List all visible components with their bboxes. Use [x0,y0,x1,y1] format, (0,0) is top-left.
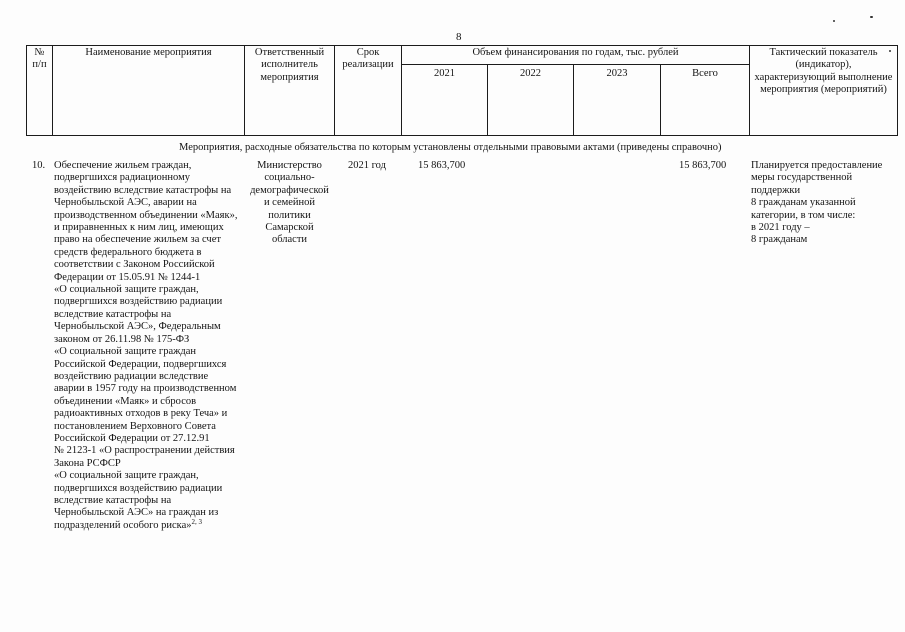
page-number: 8 [456,31,462,43]
header-year-2022: 2022 [520,68,541,79]
row-term: 2021 год [348,160,386,171]
header-term: Срок реализации [342,47,394,71]
row-num: 10. [32,160,46,171]
header-indicator: Тактический показатель (индикатор), характеризующий выполнение мероприятия (мероприятий) [754,47,893,96]
row-name [54,160,244,532]
row-name-footnote: 2, 3 [191,517,202,526]
row-amount-2021: 15 863,700 [418,160,466,171]
header-name: Наименование мероприятия [85,47,212,58]
row-name-text: Обеспечение жильем граждан, подвергшихся радиационному воздействию вследствие катастрофы на Чернобыльской АЭС, аварии на производственном объединении «Маяк», и приравненных к ним лиц, имеющих право на обеспечение жильем за счет средств федерального бюджета в соответствии с Законом Российской Федерации от 15.05.91 № 1244-1 «О социальной защите граждан, подвергшихся воздействию радиации вследствие катастрофы на Чернобыльской АЭС», Федеральным законом от 26.11.98 № 175-ФЗ «О социальной защите граждан Российской Федерации, подвергшихся воздействию радиации вследствие аварии в 1957 году на производственном объединении «Маяк» и сбросов радиоактивных отходов в реку Теча» и постановлением Верховного Совета Российской Федерации от 27.12.91 № 2123-1 «О распространении действия Закона РСФСР «О социальной защите граждан, подвергшихся воздействию радиации вследствие катастрофы на Чернобыльской АЭС» на граждан из подразделений особого риска» [54,160,238,531]
header-num: № п/п [32,47,47,71]
scan-speck [870,16,873,18]
header-responsible: Ответственный исполнитель мероприятия [254,47,325,83]
row-amount-total: 15 863,700 [679,160,727,171]
header-total: Всего [692,68,718,79]
row-responsible: Министерство социально- демографической и семейной политики Самарской области [250,160,329,246]
header-year-2021: 2021 [434,68,455,79]
scan-speck [833,20,835,22]
row-indicator: Планируется предоставление меры государственной поддержки 8 гражданам указанной категории, в том числе: в 2021 году – 8 гражданам [751,160,883,246]
header-financing: Объем финансирования по годам, тыс. рублей [472,47,679,58]
section-title: Мероприятия, расходные обязательства по которым установлены отдельными правовыми актами (приведены справочно) [179,142,722,153]
header-year-2023: 2023 [606,68,628,79]
